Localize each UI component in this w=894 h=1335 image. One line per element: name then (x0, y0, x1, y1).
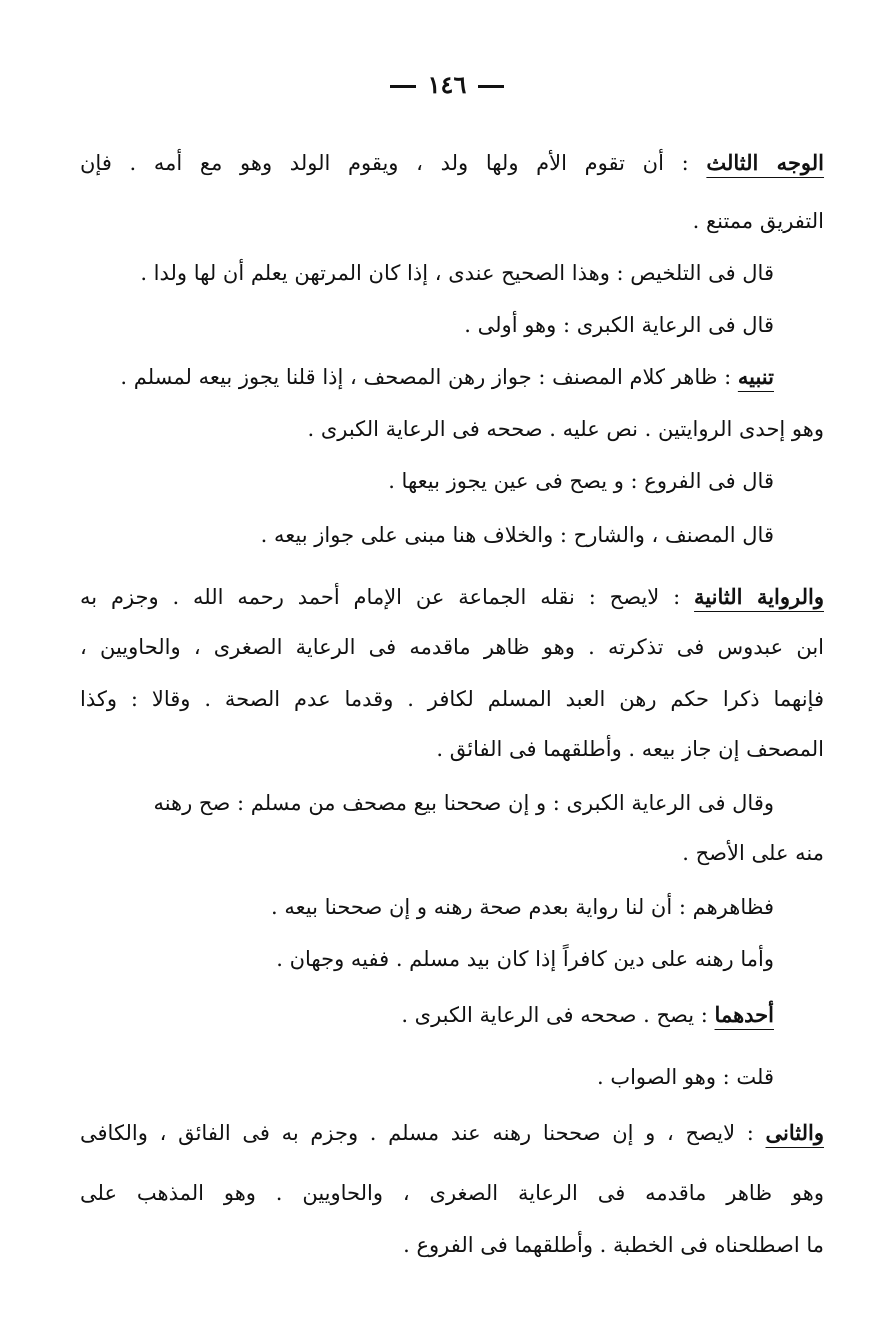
line-text: وأما رهنه على دين كافراً إذا كان بيد مسلم . ففيه وجهان . (276, 947, 774, 971)
line-text: وهو ظاهر ماقدمه فى الرعاية الصغرى ، والحاويين . وهو المذهب على (80, 1181, 824, 1205)
text-line (80, 1178, 824, 1208)
text-line (80, 1000, 774, 1030)
text-line (80, 632, 824, 662)
text-line (80, 892, 774, 922)
text-line (80, 684, 824, 714)
line-text: وهو إحدى الروايتين . نص عليه . صححه فى الرعاية الكبرى . (307, 417, 824, 441)
line-text: منه على الأصح . (682, 841, 824, 865)
line-text: فظاهرهم : أن لنا رواية بعدم صحة رهنه و إن صححنا بيعه . (271, 895, 774, 919)
text-line (80, 838, 824, 868)
text-line (80, 148, 824, 178)
line-text: وقال فى الرعاية الكبرى : و إن صححنا بيع مصحف من مسلم : صح رهنه (153, 791, 774, 815)
text-line (80, 466, 774, 496)
text-line (80, 582, 824, 612)
line-text: قال فى الفروع : و يصح فى عين يجوز بيعها . (388, 469, 774, 493)
line-text: فإنهما ذكرا حكم رهن العبد المسلم لكافر . وقدما عدم الصحة . وقالا : وكذا (80, 687, 824, 711)
line-text: قال فى الرعاية الكبرى : وهو أولى . (464, 313, 774, 337)
section-heading: الوجه الثالث (706, 150, 825, 175)
text-line (80, 520, 774, 550)
line-text: التفريق ممتنع . (692, 209, 824, 233)
text-line (80, 1062, 774, 1092)
page-number-header (0, 70, 894, 99)
text-line (80, 310, 774, 340)
page-number: ١٤٦ (427, 70, 467, 99)
text-line (80, 258, 774, 288)
line-text: : لايصح : نقله الجماعة عن الإمام أحمد رحمه الله . وجزم به (80, 585, 695, 609)
section-heading: أحدهما (714, 1002, 774, 1027)
line-text: : يصح . صححه فى الرعاية الكبرى . (401, 1003, 715, 1027)
line-text: : أن تقوم الأم ولها ولد ، ويقوم الولد وهو مع أمه . فإن (80, 151, 707, 175)
text-line (80, 788, 774, 818)
section-heading: والثانى (765, 1120, 824, 1145)
section-heading: والرواية الثانية (694, 584, 824, 609)
text-line (80, 1230, 824, 1260)
text-line (80, 1118, 824, 1148)
header-dash-left (390, 85, 416, 88)
header-dash-right (478, 85, 504, 88)
text-line (80, 734, 824, 764)
line-text: : لايصح ، و إن صححنا رهنه عند مسلم . وجزم به فى الفائق ، والكافى (80, 1121, 766, 1145)
text-line (80, 944, 774, 974)
line-text: المصحف إن جاز بيعه . وأطلقهما فى الفائق . (436, 737, 824, 761)
text-line (80, 414, 824, 444)
section-heading: تنبيه (737, 364, 774, 389)
line-text: قلت : وهو الصواب . (596, 1065, 774, 1089)
line-text: قال فى التلخيص : وهذا الصحيح عندى ، إذا كان المرتهن يعلم أن لها ولدا . (140, 261, 774, 285)
text-line (80, 362, 774, 392)
line-text: : ظاهر كلام المصنف : جواز رهن المصحف ، إذا قلنا يجوز بيعه لمسلم . (120, 365, 738, 389)
line-text: ما اصطلحناه فى الخطبة . وأطلقهما فى الفروع . (403, 1233, 824, 1257)
text-line (80, 206, 824, 236)
line-text: قال المصنف ، والشارح : والخلاف هنا مبنى على جواز بيعه . (260, 523, 774, 547)
line-text: ابن عبدوس فى تذكرته . وهو ظاهر ماقدمه فى الرعاية الصغرى ، والحاويين ، (80, 635, 824, 659)
